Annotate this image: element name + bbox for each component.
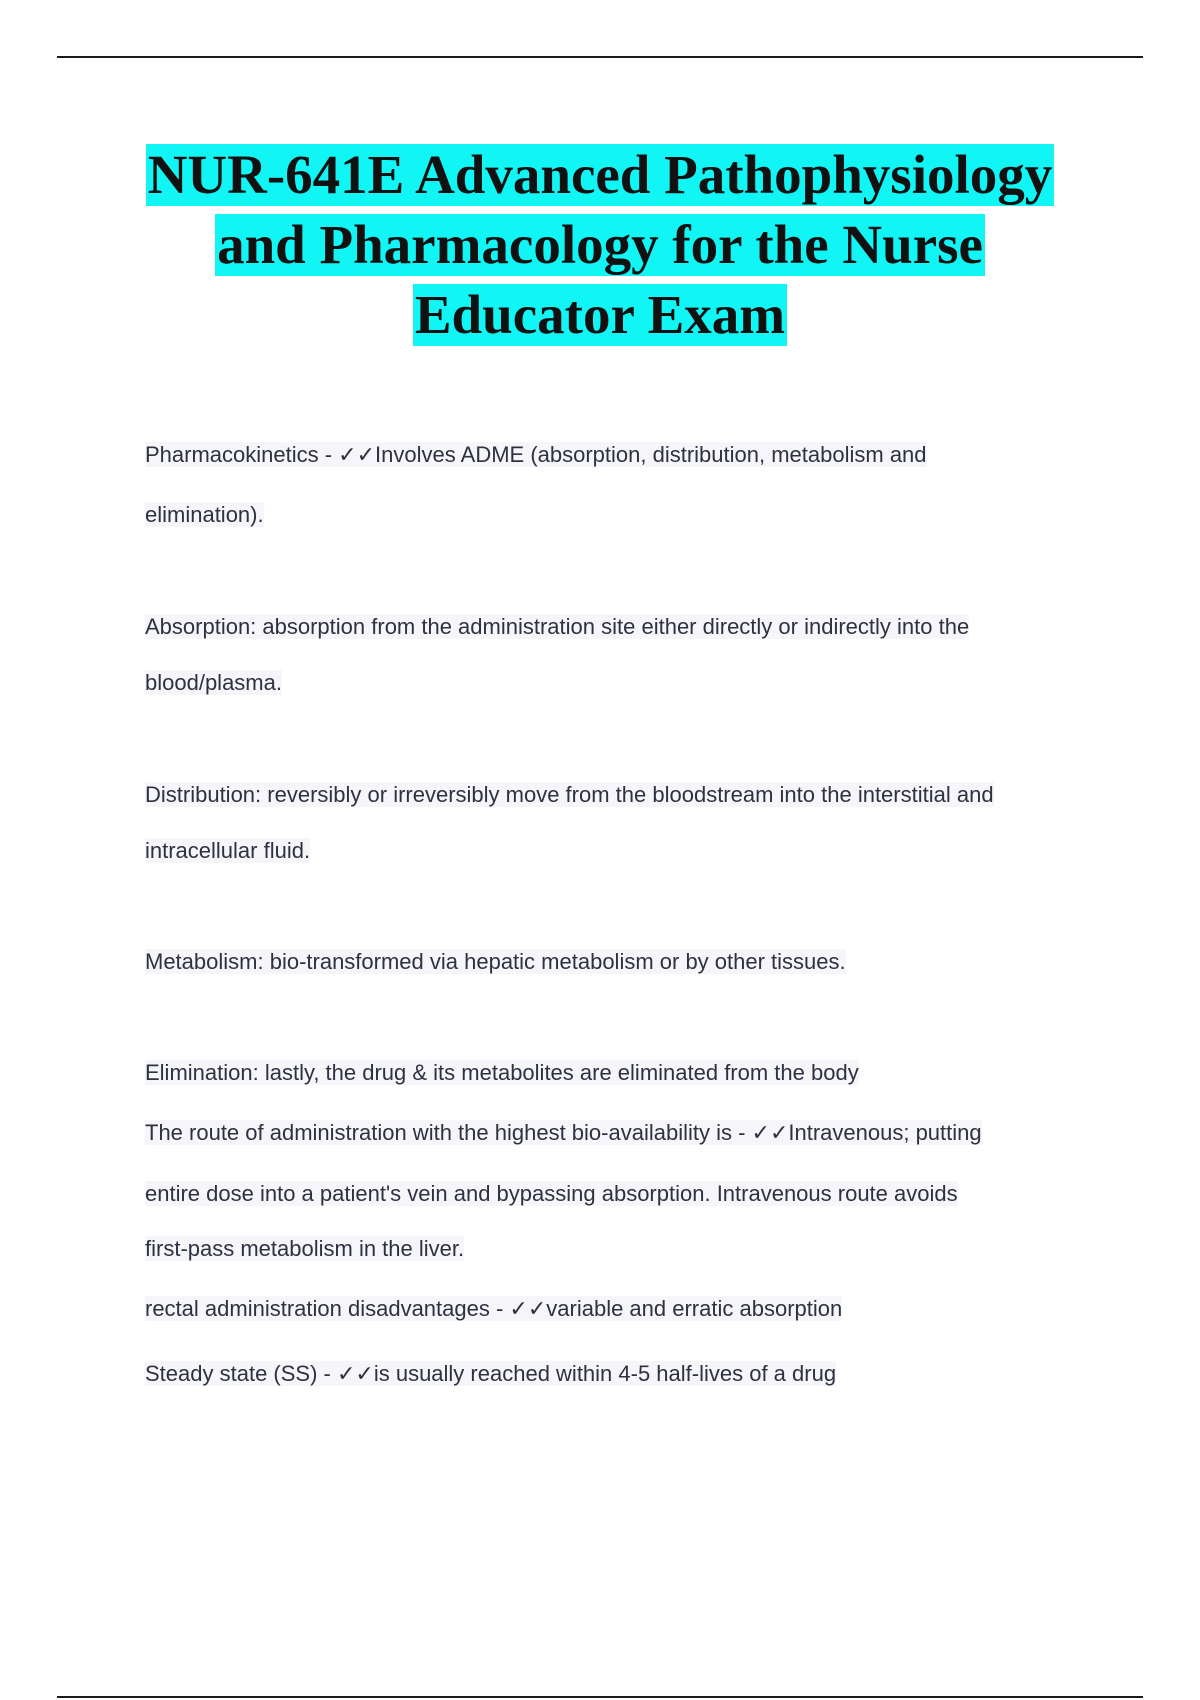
absorption-line-1: Absorption: absorption from the administration site either directly or indirectly into the bbox=[145, 614, 970, 639]
distribution-line-1: Distribution: reversibly or irreversibly move from the bloodstream into the interstitial and bbox=[145, 782, 994, 807]
elimination-line: Elimination: lastly, the drug & its metabolites are eliminated from the body bbox=[145, 1060, 859, 1085]
distribution-line-2: intracellular fluid. bbox=[145, 838, 311, 863]
route-line-1: The route of administration with the highest bio-availability is - ✓✓Intravenous; putting bbox=[145, 1120, 982, 1145]
metabolism-line: Metabolism: bio-transformed via hepatic metabolism or by other tissues. bbox=[145, 949, 846, 974]
route-line-2: entire dose into a patient's vein and bypassing absorption. Intravenous route avoids bbox=[145, 1181, 958, 1206]
top-rule bbox=[57, 56, 1143, 58]
steady-state-line: Steady state (SS) - ✓✓is usually reached within 4-5 half-lives of a drug bbox=[145, 1361, 837, 1386]
rectal-line: rectal administration disadvantages - ✓✓variable and erratic absorption bbox=[145, 1296, 843, 1321]
pharmacokinetics-line-2: elimination). bbox=[145, 502, 264, 527]
absorption-line-2: blood/plasma. bbox=[145, 670, 282, 695]
bottom-rule bbox=[57, 1696, 1143, 1698]
title-line-2: and Pharmacology for the Nurse bbox=[217, 214, 983, 275]
title-line-1: NUR-641E Advanced Pathophysiology bbox=[147, 144, 1053, 205]
route-line-3: first-pass metabolism in the liver. bbox=[145, 1236, 465, 1261]
title-line-3: Educator Exam bbox=[414, 284, 786, 345]
document-title bbox=[0, 140, 1200, 350]
pharmacokinetics-line-1: Pharmacokinetics - ✓✓Involves ADME (absorption, distribution, metabolism and bbox=[145, 442, 927, 467]
